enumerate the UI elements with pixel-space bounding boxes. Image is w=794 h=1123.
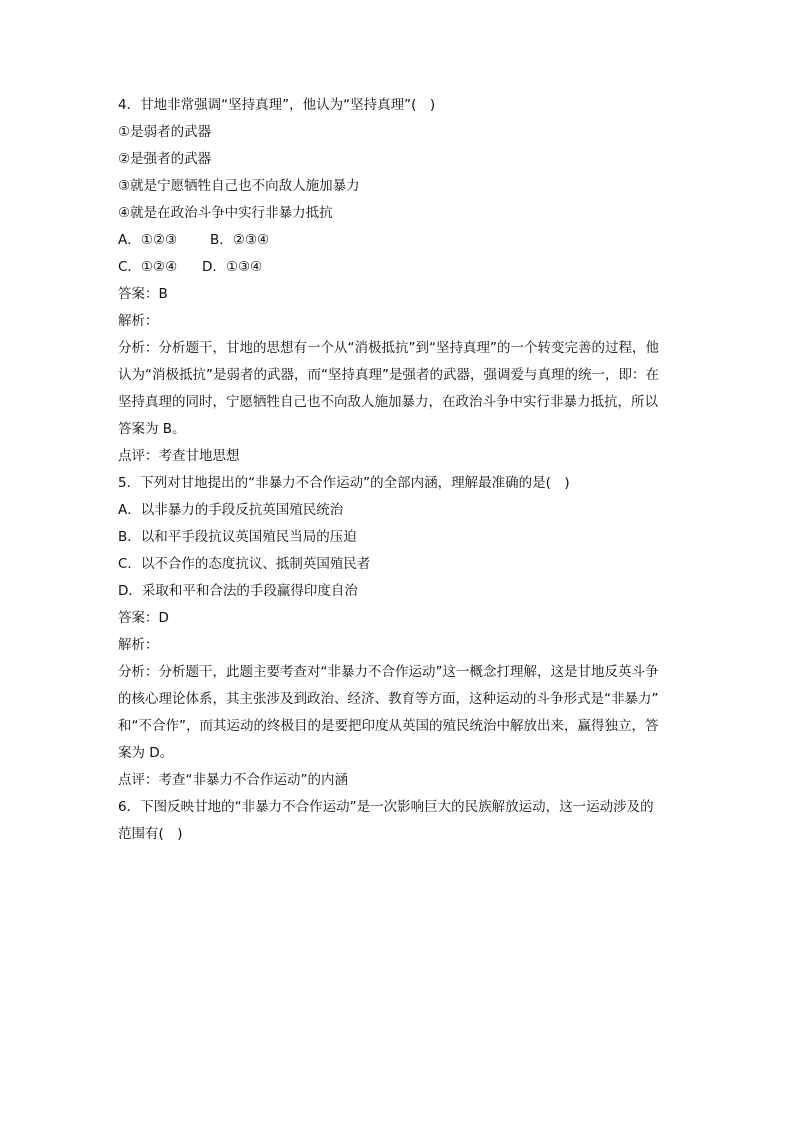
question-4-stem: 4．甘地非常强调“坚持真理”，他认为“坚持真理”( ) xyxy=(118,97,436,113)
question-5-option-d: D．采取和平和合法的手段赢得印度自治 xyxy=(118,583,358,599)
analysis-line: 坚持真理的同时，宁愿牺牲自己也不向敌人施加暴力，在政治斗争中实行非暴力抵抗，所以 xyxy=(118,394,658,410)
analysis-line: 分析：分析题干，甘地的思想有一个从“消极抵抗”到“坚持真理”的一个转变完善的过程，他 xyxy=(118,340,659,356)
question-4-item-1: ①是弱者的武器 xyxy=(118,124,212,140)
question-4-option-b: B．②③④ xyxy=(210,232,270,248)
document-page xyxy=(118,92,684,848)
question-5-option-b: B．以和平手段抗议英国殖民当局的压迫 xyxy=(118,529,357,545)
question-6-stem-line: 6．下图反映甘地的“非暴力不合作运动”是一次影响巨大的民族解放运动，这一运动涉及的 xyxy=(118,799,654,815)
analysis-line: 答案为 B。 xyxy=(118,421,186,437)
question-5-stem: 5．下列对甘地提出的“非暴力不合作运动”的全部内涵，理解最准确的是( ) xyxy=(118,475,570,491)
question-4 xyxy=(118,92,684,470)
question-4-option-a: A．①②③ xyxy=(118,232,178,248)
question-5-option-c: C．以不合作的态度抗议、抵制英国殖民者 xyxy=(118,556,371,572)
question-6-stem-line: 范围有( ) xyxy=(118,826,183,842)
question-4-options-row-1 xyxy=(118,227,684,254)
question-5-comment: 点评：考查“非暴力不合作运动”的内涵 xyxy=(118,772,348,788)
question-4-analysis-label: 解析： xyxy=(118,313,159,329)
question-4-analysis xyxy=(118,335,684,443)
question-4-option-c: C．①②④ xyxy=(118,259,178,275)
question-4-answer: 答案：B xyxy=(118,286,168,302)
question-4-options-row-2 xyxy=(118,254,684,281)
analysis-line: 的核心理论体系，其主张涉及到政治、经济、教育等方面，这种运动的斗争形式是“非暴力” xyxy=(118,691,659,707)
question-5-option-a: A．以非暴力的手段反抗英国殖民统治 xyxy=(118,502,344,518)
question-5-analysis-label: 解析： xyxy=(118,637,159,653)
question-4-item-3: ③就是宁愿牺牲自己也不向敌人施加暴力 xyxy=(118,178,360,194)
question-5 xyxy=(118,470,684,794)
question-4-option-d: D．①③④ xyxy=(202,259,263,275)
analysis-line: 和“不合作”，而其运动的终极目的是要把印度从英国的殖民统治中解放出来，赢得独立，答 xyxy=(118,718,659,734)
analysis-line: 分析：分析题干，此题主要考查对“非暴力不合作运动”这一概念打理解，这是甘地反英斗争 xyxy=(118,664,659,680)
question-5-answer: 答案：D xyxy=(118,610,169,626)
question-4-item-4: ④就是在政治斗争中实行非暴力抵抗 xyxy=(118,205,333,221)
analysis-line: 案为 D。 xyxy=(118,745,174,761)
analysis-line: 认为“消极抵抗”是弱者的武器，而“坚持真理”是强者的武器，强调爱与真理的统一，即：在 xyxy=(118,367,659,383)
question-6 xyxy=(118,794,684,848)
question-4-item-2: ②是强者的武器 xyxy=(118,151,212,167)
question-5-analysis xyxy=(118,659,684,767)
question-4-comment: 点评：考查甘地思想 xyxy=(118,448,240,464)
